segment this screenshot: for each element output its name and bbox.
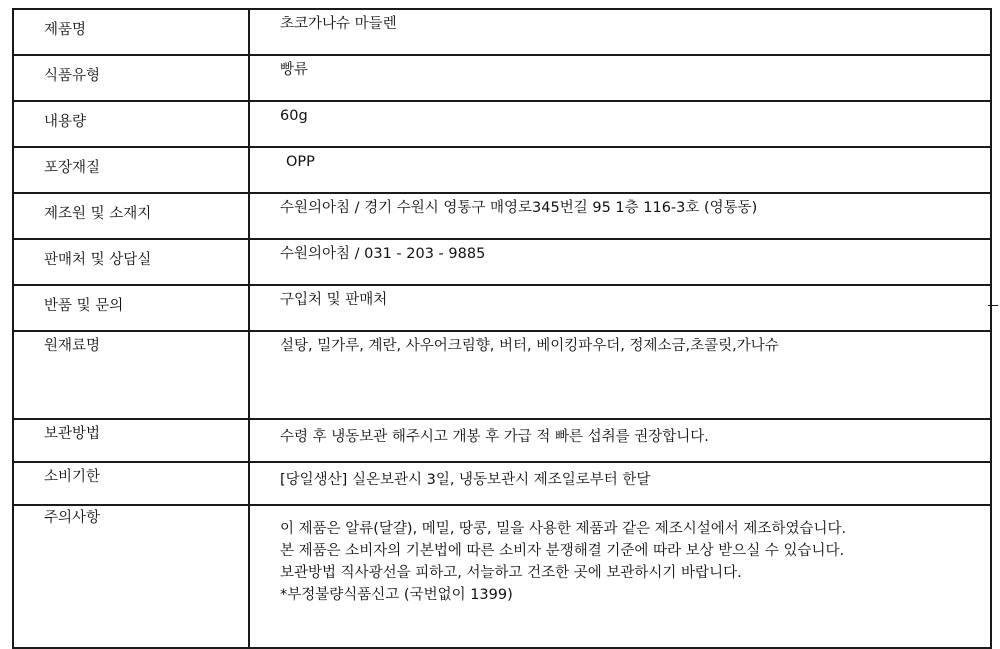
- label-manufacturer: 제조원 및 소재지: [13, 193, 249, 239]
- product-info-table: [12, 8, 992, 649]
- row-food-type: [13, 55, 991, 101]
- label-food-type: 식품유형: [13, 55, 249, 101]
- row-caution: [13, 505, 991, 648]
- label-ingredients: 원재료명: [13, 331, 249, 419]
- value-net-weight: 60g: [249, 101, 991, 147]
- value-seller: 수원의아침 / 031 - 203 - 9885: [249, 239, 991, 285]
- label-caution: 주의사항: [13, 505, 249, 648]
- row-returns: [13, 285, 991, 331]
- row-storage: [13, 419, 991, 462]
- row-packaging: [13, 147, 991, 193]
- row-expiry: [13, 462, 991, 505]
- value-ingredients: 설탕, 밀가루, 계란, 사우어크림향, 버터, 베이킹파우더, 정제소금,초콜릿,가나슈: [249, 331, 991, 419]
- label-returns: 반품 및 문의: [13, 285, 249, 331]
- value-expiry: [당일생산] 실온보관시 3일, 냉동보관시 제조일로부터 한달: [249, 462, 991, 505]
- value-packaging: OPP: [249, 147, 991, 193]
- value-product-name: 초코가나슈 마들렌: [249, 9, 991, 55]
- caution-line-report: *부정불량식품신고 (국번없이 1399): [280, 587, 513, 603]
- label-storage: 보관방법: [13, 419, 249, 462]
- row-manufacturer: [13, 193, 991, 239]
- label-seller: 판매처 및 상담실: [13, 239, 249, 285]
- value-manufacturer: 수원의아침 / 경기 수원시 영통구 매영로345번길 95 1층 116-3호 (영통동): [249, 193, 991, 239]
- value-caution: [249, 505, 991, 648]
- table-edge-mark: [988, 305, 998, 306]
- caution-line-compensation: 본 제품은 소비자의 기본법에 따른 소비자 분쟁해결 기준에 따라 보상 받으실 수 있습니다.: [280, 543, 845, 559]
- value-returns: 구입처 및 판매처: [249, 285, 991, 331]
- row-net-weight: [13, 101, 991, 147]
- value-food-type: 빵류: [249, 55, 991, 101]
- label-packaging: 포장재질: [13, 147, 249, 193]
- caution-line-allergen: 이 제품은 알류(달걀), 메밀, 땅콩, 밀을 사용한 제품과 같은 제조시설에서 제조하였습니다.: [280, 521, 847, 537]
- row-ingredients: [13, 331, 991, 419]
- label-product-name: 제품명: [13, 9, 249, 55]
- label-net-weight: 내용량: [13, 101, 249, 147]
- row-seller: [13, 239, 991, 285]
- label-expiry: 소비기한: [13, 462, 249, 505]
- row-product-name: [13, 9, 991, 55]
- caution-line-storage: 보관방법 직사광선을 피하고, 서늘하고 건조한 곳에 보관하시기 바랍니다.: [280, 565, 742, 581]
- value-storage: 수령 후 냉동보관 해주시고 개봉 후 가급 적 빠른 섭취를 권장합니다.: [249, 419, 991, 462]
